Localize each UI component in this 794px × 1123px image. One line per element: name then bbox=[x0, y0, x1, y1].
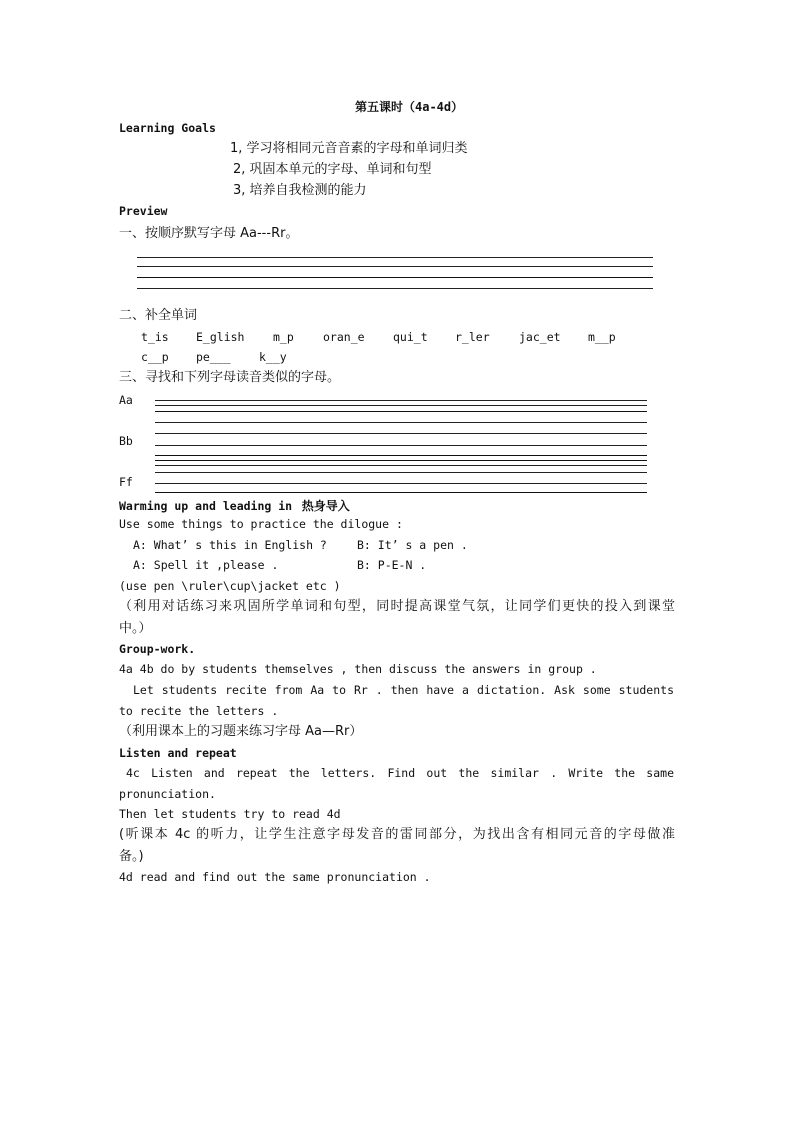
note-2: （利用课本上的习题来练习字母 Aa—Rr） bbox=[119, 724, 363, 739]
word-blank: m__p bbox=[588, 330, 616, 344]
writing-line bbox=[155, 405, 647, 406]
writing-line bbox=[155, 483, 647, 484]
listen-line-3: Then let students try to read 4d bbox=[119, 807, 341, 821]
word-blank: c__p bbox=[141, 350, 169, 364]
word-blank: jac_et bbox=[519, 330, 561, 344]
writing-line bbox=[155, 492, 647, 493]
writing-line bbox=[155, 411, 647, 412]
writing-line bbox=[155, 460, 647, 461]
page-title: 第五课时（4a-4d） bbox=[355, 100, 464, 114]
dialog-b2: B: P-E-N . bbox=[357, 558, 427, 572]
group-line-3: to recite the letters . bbox=[119, 704, 279, 718]
writing-line bbox=[137, 257, 653, 258]
writing-line bbox=[155, 465, 647, 466]
letter-label-bb: Bb bbox=[119, 434, 133, 448]
writing-line bbox=[155, 472, 647, 473]
dialog-a1: A: What’ s this in English ? bbox=[133, 538, 327, 552]
listen-line-2: pronunciation. bbox=[119, 787, 216, 801]
goal-2: 2, 巩固本单元的字母、单词和句型 bbox=[233, 162, 432, 177]
final-line: 4d read and find out the same pronunciation . bbox=[119, 870, 431, 884]
warming-heading-cn: 热身导入 bbox=[301, 499, 350, 513]
writing-line bbox=[137, 266, 653, 267]
word-blank: oran_e bbox=[323, 330, 365, 344]
warming-heading-en: Warming up and leading in bbox=[119, 499, 293, 513]
note-1-line-2: 中。） bbox=[119, 621, 152, 636]
use-things-line: Use some things to practice the dilogue : bbox=[119, 517, 403, 531]
group-work-heading: Group-work. bbox=[119, 642, 196, 656]
listen-repeat-heading: Listen and repeat bbox=[119, 746, 237, 760]
writing-line bbox=[155, 433, 647, 434]
goal-3: 3, 培养自我检测的能力 bbox=[233, 183, 367, 198]
dialog-b1: B: It’ s a pen . bbox=[357, 538, 468, 552]
listen-line-1: 4c Listen and repeat the letters. Find out the similar . Write the same bbox=[126, 766, 674, 780]
word-blank: t_is bbox=[141, 330, 169, 344]
preview-heading: Preview bbox=[119, 204, 168, 218]
writing-line bbox=[137, 277, 653, 278]
writing-line bbox=[155, 445, 647, 446]
word-blank: r_ler bbox=[455, 330, 490, 344]
word-blank: pe___ bbox=[196, 350, 231, 364]
goal-1: 1, 学习将相同元音音素的字母和单词归类 bbox=[230, 141, 468, 156]
word-blank: m_p bbox=[273, 330, 294, 344]
dialog-a2: A: Spell it ,please . bbox=[133, 558, 279, 572]
group-line-1: 4a 4b do by students themselves , then discuss the answers in group . bbox=[119, 662, 597, 676]
word-blank: E_glish bbox=[196, 330, 245, 344]
word-blank: qui_t bbox=[393, 330, 428, 344]
word-blank: k__y bbox=[259, 350, 287, 364]
use-pen-line: (use pen \ruler\cup\jacket etc ) bbox=[119, 579, 341, 593]
letter-label-aa: Aa bbox=[119, 393, 133, 407]
warming-heading bbox=[119, 497, 350, 513]
group-line-2: Let students recite from Aa to Rr . then have a dictation. Ask some students bbox=[133, 683, 674, 697]
task-3-instruction: 三、寻找和下列字母读音类似的字母。 bbox=[119, 370, 341, 385]
note-3-line-2: 备。) bbox=[119, 849, 144, 864]
learning-goals-heading: Learning Goals bbox=[119, 121, 216, 135]
task-1-instruction: 一、按顺序默写字母 Aa---Rr。 bbox=[119, 226, 299, 241]
writing-line bbox=[155, 422, 647, 423]
writing-line bbox=[155, 455, 647, 456]
task-2-instruction: 二、补全单词 bbox=[119, 308, 198, 323]
writing-line bbox=[155, 400, 647, 401]
note-3-line-1: (听课本 4c 的听力，让学生注意字母发音的雷同部分，为找出含有相同元音的字母做准 bbox=[119, 827, 675, 842]
writing-line bbox=[137, 288, 653, 289]
letter-label-ff: Ff bbox=[119, 475, 133, 489]
note-1-line-1: （利用对话练习来巩固所学单词和句型，同时提高课堂气氛，让同学们更快的投入到课堂 bbox=[119, 599, 675, 614]
